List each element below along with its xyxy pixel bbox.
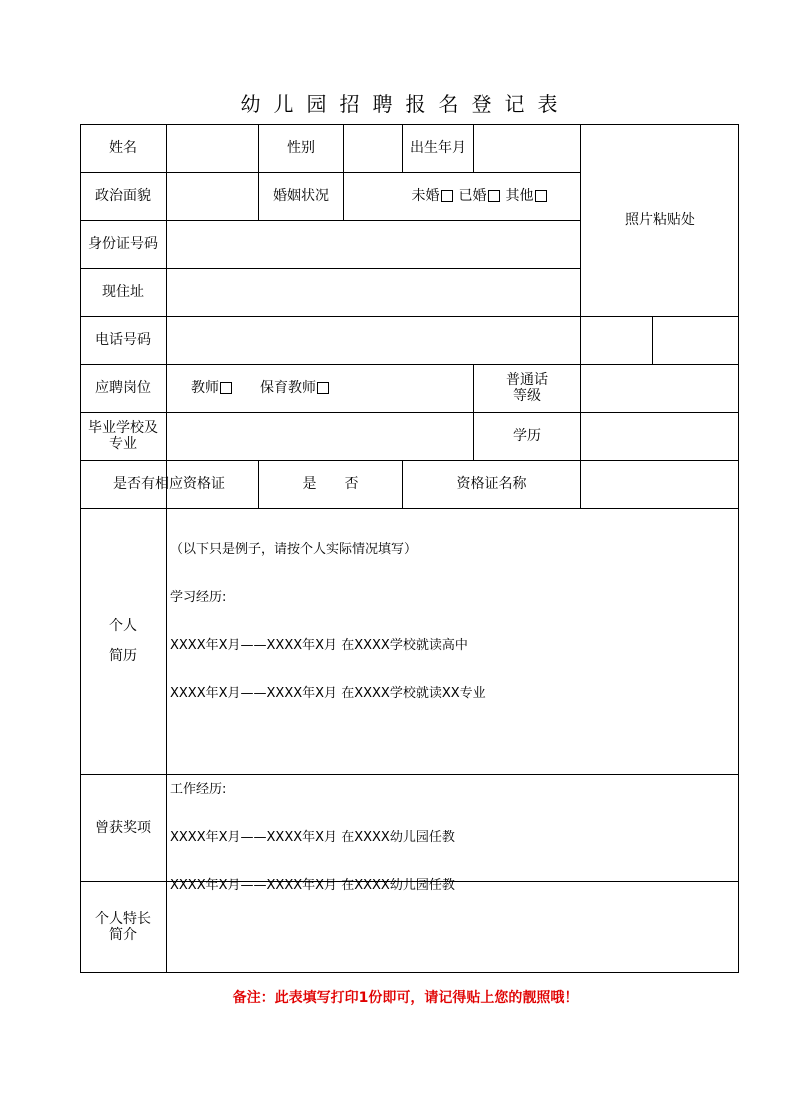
phone-field[interactable] bbox=[167, 317, 580, 364]
marital-option-other-label: 其他 bbox=[505, 188, 534, 204]
id-number-label: 身份证号码 bbox=[88, 236, 158, 252]
checkbox[interactable] bbox=[535, 190, 547, 202]
resume-line bbox=[170, 734, 486, 750]
education-field[interactable] bbox=[581, 413, 739, 460]
mandarin-label bbox=[474, 364, 580, 412]
politics-label: 政治面貌 bbox=[95, 188, 151, 204]
resume-line: XXXX年X月——XXXX年X月 在XXXX学校就读XX专业 bbox=[170, 686, 486, 701]
mandarin-label-line2: 等级 bbox=[513, 388, 541, 404]
specialty-field[interactable] bbox=[167, 882, 739, 972]
checkbox[interactable] bbox=[441, 190, 453, 202]
position-label: 应聘岗位 bbox=[95, 380, 151, 396]
resume-line: （以下只是例子，请按个人实际情况填写） bbox=[170, 542, 418, 557]
photo-area[interactable]: 照片粘贴处 bbox=[625, 212, 695, 228]
phone-label: 电话号码 bbox=[95, 332, 151, 348]
specialty-label-line2: 简介 bbox=[109, 927, 137, 943]
checkbox[interactable] bbox=[220, 382, 232, 394]
birth-label: 出生年月 bbox=[410, 140, 466, 156]
resume-label-line1: 个人 bbox=[109, 618, 137, 634]
name-field[interactable] bbox=[167, 125, 258, 172]
mandarin-field[interactable] bbox=[581, 365, 739, 412]
marital-option-other[interactable] bbox=[506, 188, 553, 204]
form-title: 幼儿园招聘报名登记表 bbox=[240, 92, 571, 116]
specialty-label bbox=[80, 881, 166, 973]
extra-field-2[interactable] bbox=[653, 317, 739, 364]
address-label: 现住址 bbox=[102, 284, 144, 300]
school-field[interactable] bbox=[167, 413, 473, 460]
certificate-name-field[interactable] bbox=[581, 461, 739, 508]
position-option-nursery-teacher[interactable] bbox=[260, 380, 335, 396]
gender-field[interactable] bbox=[344, 125, 402, 172]
awards-field[interactable] bbox=[167, 775, 739, 881]
resume-label bbox=[80, 508, 166, 774]
extra-field-1[interactable] bbox=[581, 317, 652, 364]
resume-line: 学习经历: bbox=[170, 590, 227, 605]
marital-label: 婚姻状况 bbox=[273, 188, 329, 204]
school-label bbox=[80, 412, 166, 460]
certificate-yes-no bbox=[259, 460, 402, 508]
position-option-teacher-label: 教师 bbox=[191, 380, 219, 396]
politics-field[interactable] bbox=[167, 173, 258, 220]
resume-line: XXXX年X月——XXXX年X月 在XXXX幼儿园任教 bbox=[170, 830, 455, 845]
birth-field[interactable] bbox=[474, 125, 580, 172]
id-number-field[interactable] bbox=[167, 221, 580, 268]
marital-options bbox=[344, 172, 580, 220]
mandarin-label-line1: 普通话 bbox=[506, 372, 548, 388]
footer-note: 备注：此表填写打印1份即可，请记得贴上您的靓照哦！ bbox=[232, 990, 579, 1006]
awards-label: 曾获奖项 bbox=[95, 819, 151, 836]
marital-option-married[interactable] bbox=[459, 188, 506, 204]
gender-label: 性别 bbox=[287, 140, 315, 156]
certificate-no-option[interactable]: 否 bbox=[344, 476, 359, 492]
position-options bbox=[167, 364, 473, 412]
school-label-line1: 毕业学校及 bbox=[88, 420, 158, 436]
marital-option-married-label: 已婚 bbox=[458, 188, 487, 204]
education-label: 学历 bbox=[513, 428, 541, 444]
marital-option-single-label: 未婚 bbox=[411, 188, 440, 204]
name-label: 姓名 bbox=[109, 140, 137, 156]
resume-line: XXXX年X月——XXXX年X月 在XXXX幼儿园任教 bbox=[170, 878, 455, 893]
position-option-teacher[interactable] bbox=[191, 380, 238, 396]
registration-form bbox=[80, 124, 739, 973]
marital-option-single[interactable] bbox=[412, 188, 459, 204]
certificate-name-label: 资格证名称 bbox=[456, 476, 527, 492]
resume-label-line2: 简历 bbox=[109, 648, 137, 664]
resume-line: 工作经历: bbox=[170, 782, 227, 797]
checkbox[interactable] bbox=[488, 190, 500, 202]
address-field[interactable] bbox=[167, 269, 580, 316]
school-label-line2: 专业 bbox=[109, 436, 137, 452]
certificate-yes-option[interactable]: 是 bbox=[302, 476, 317, 492]
checkbox[interactable] bbox=[317, 382, 329, 394]
position-option-nursery-teacher-label: 保育教师 bbox=[260, 380, 316, 396]
certificate-question-label: 是否有相应资格证 bbox=[113, 476, 225, 492]
resume-line: XXXX年X月——XXXX年X月 在XXXX学校就读高中 bbox=[170, 638, 468, 653]
specialty-label-line1: 个人特长 bbox=[95, 911, 151, 927]
